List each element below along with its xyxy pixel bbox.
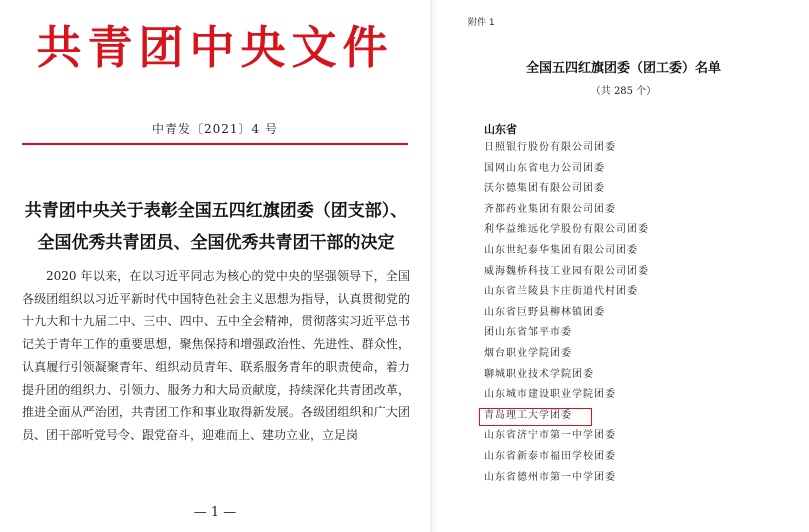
document-body [22, 265, 410, 447]
list-item: 聊城职业技术学院团委 [484, 368, 594, 380]
list-item: 山东省新泰市福田学校团委 [484, 450, 616, 462]
list-item: 山东省德州市第一中学团委 [484, 471, 616, 483]
document-number: 中青发〔2021〕4 号 [152, 122, 278, 136]
document-masthead: 共青团中央文件 [36, 21, 394, 74]
title-line-1: 共青团中央关于表彰全国五四红旗团委（团支部）、 [24, 201, 408, 221]
right-attachment-page [438, 0, 809, 532]
list-item: 国网山东省电力公司团委 [484, 162, 605, 174]
list-count: （共 285 个） [590, 86, 657, 97]
list-item: 沃尔德集团有限公司团委 [484, 183, 605, 195]
body-paragraph: 2020 年以来，在以习近平同志为核心的党中央的坚强领导下，全国各级团组织以习近平新时代中国特色社会主义思想为指导，认真贯彻党的十九大和十九届二中、三中、四中、五中全会精神，贯彻落实习近平总书记关于青年工作的重要思想，聚焦保持和增强政治性、先进性、群众性，认真履行引领凝聚青年、组织动员青年、联系服务青年的职责使命，着力提升团的组织力、引领力、服务力和大局贡献度，持续深化共青团改革，推进全面从严治团，共青团工作和事业取得新发展。各级团组织和广大团员、团干部听党号令、跟党奋斗，迎难而上、建功立业，立足岗 [22, 269, 410, 442]
list-item: 山东省巨野县柳林镇团委 [484, 306, 605, 318]
province-heading: 山东省 [484, 123, 517, 136]
list-item: 山东省兰陵县卞庄街道代村团委 [484, 286, 638, 298]
title-line-2: 全国优秀共青团员、全国优秀共青团干部的决定 [37, 233, 395, 253]
highlighted-list-item: 青岛理工大学团委 [484, 406, 784, 427]
list-item: 山东省济宁市第一中学团委 [484, 430, 616, 442]
list-item: 齐都药业集团有限公司团委 [484, 203, 616, 215]
list-item: 山东世纪泰华集团有限公司团委 [484, 244, 638, 256]
page-number: — 1 — [193, 505, 237, 520]
attachment-label: 附件 1 [468, 18, 495, 28]
list-title: 全国五四红旗团委（团工委）名单 [525, 61, 721, 76]
organization-list [484, 138, 784, 488]
list-item: 烟台职业学院团委 [484, 347, 572, 359]
list-item: 利华益维远化学股份有限公司团委 [484, 224, 649, 236]
list-item: 日照银行股份有限公司团委 [484, 142, 616, 153]
red-divider-line [22, 143, 408, 145]
list-item: 威海魏桥科技工业园有限公司团委 [484, 265, 649, 277]
page-gutter [430, 0, 438, 532]
list-item: 山东城市建设职业学院团委 [484, 389, 616, 401]
list-item: 团山东省邹平市委 [484, 327, 572, 339]
document-title [18, 195, 414, 259]
